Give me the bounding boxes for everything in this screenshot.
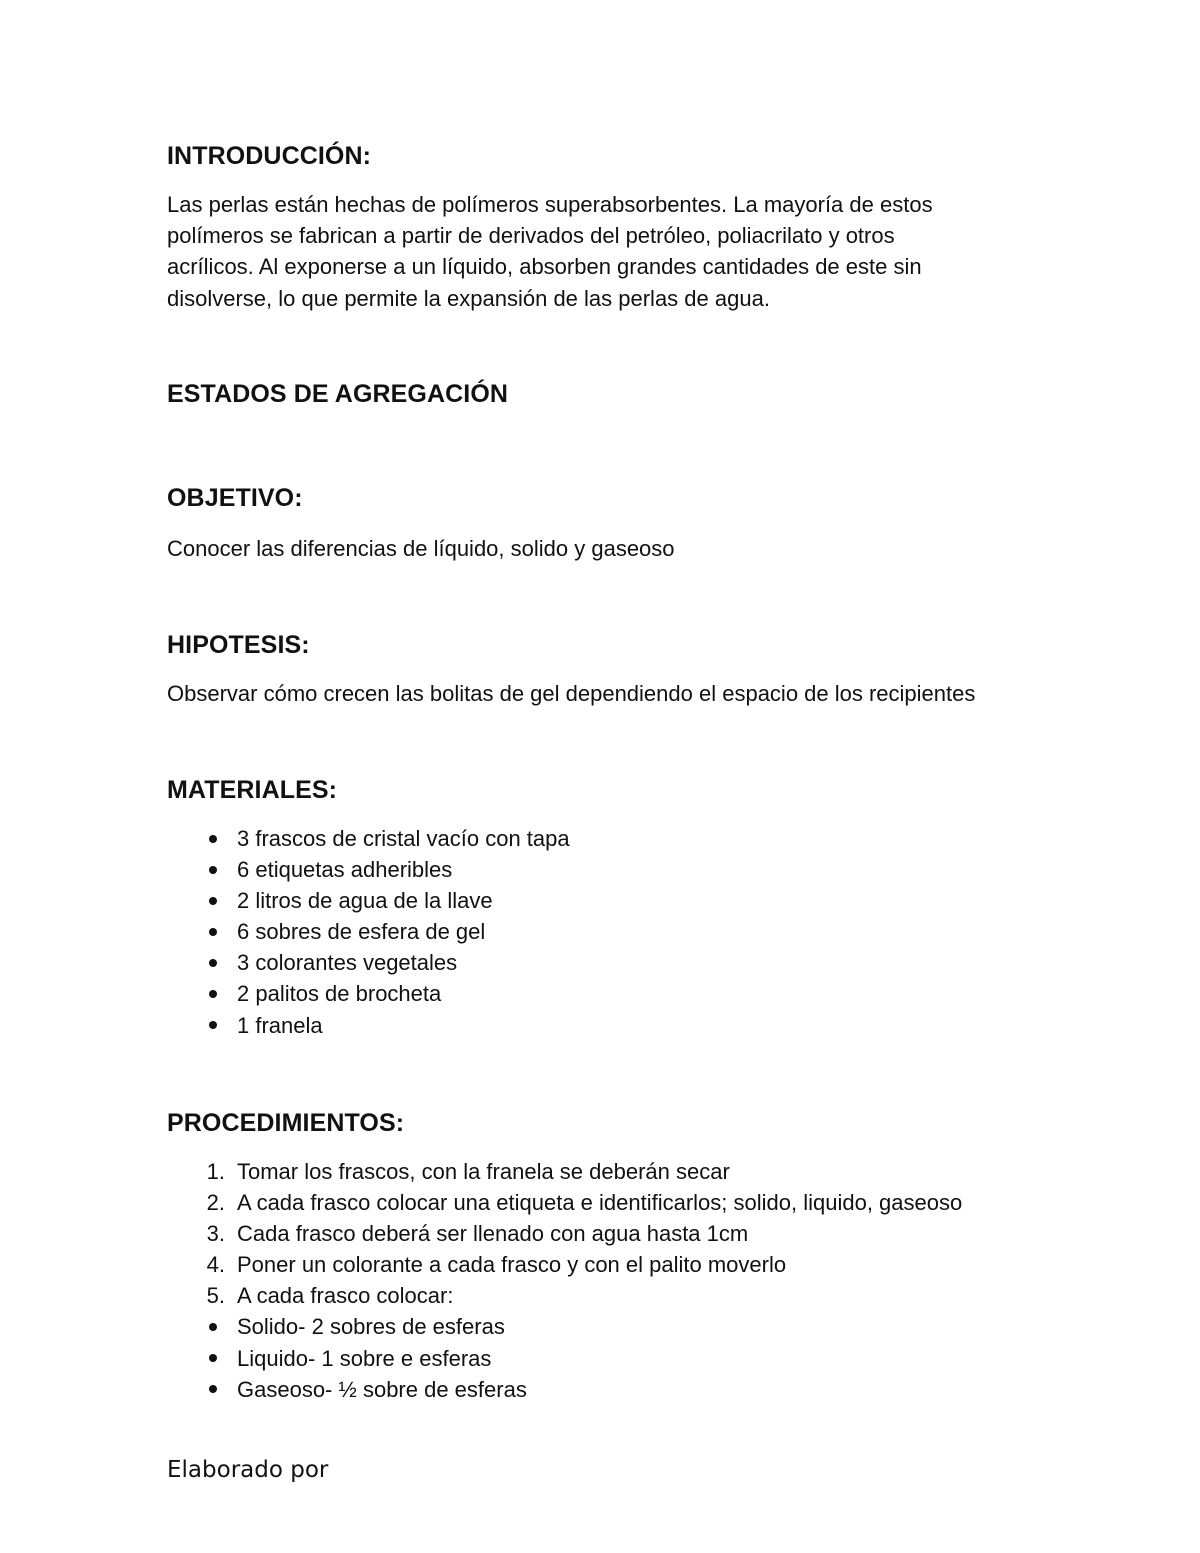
- list-item: [167, 823, 570, 854]
- list-item-text: Poner un colorante a cada frasco y con el palito moverlo: [237, 1252, 787, 1278]
- list-item-text: A cada frasco colocar:: [237, 1283, 454, 1309]
- bullet-icon: [197, 916, 229, 947]
- intro-heading: INTRODUCCIÓN:: [167, 142, 372, 170]
- list-item-text: 2 litros de agua de la llave: [237, 888, 493, 914]
- list-item: [167, 978, 570, 1009]
- list-item-text: Solido- 2 sobres de esferas: [237, 1314, 505, 1340]
- bullet-icon: [197, 1374, 229, 1405]
- list-item: [167, 916, 570, 947]
- step-number: 1.: [206, 1159, 225, 1184]
- bullet-icon: [197, 885, 229, 916]
- list-item-text: 1 franela: [237, 1012, 323, 1038]
- step-number: 2.: [206, 1190, 225, 1216]
- bullet-icon: [197, 947, 229, 978]
- hipotesis-text: [167, 678, 1027, 709]
- list-item-text: A cada frasco colocar una etiqueta e identificarlos; solido, liquido, gaseoso: [237, 1190, 963, 1216]
- list-item-text: 2 palitos de brocheta: [237, 981, 442, 1007]
- list-item-text: Gaseoso- ½ sobre de esferas: [237, 1376, 527, 1402]
- list-item-text: Liquido- 1 sobre e esferas: [237, 1345, 492, 1371]
- hipotesis-line: Observar cómo crecen las bolitas de gel dependiendo el espacio de los recipientes: [167, 681, 976, 706]
- objetivo-heading: OBJETIVO:: [167, 484, 303, 512]
- bullet-icon: [197, 1311, 229, 1342]
- objetivo-text: [167, 533, 1027, 564]
- list-item: [167, 1156, 962, 1187]
- list-item: [167, 1280, 962, 1311]
- list-item: [167, 1311, 962, 1342]
- step-number: 3.: [206, 1221, 225, 1247]
- procedimientos-list: [167, 1156, 962, 1405]
- bullet-icon: [197, 854, 229, 885]
- objetivo-line: Conocer las diferencias de líquido, solido y gaseoso: [167, 536, 675, 561]
- elaborado-por-text: Elaborado por: [167, 1457, 329, 1483]
- list-item-text: Cada frasco deberá ser llenado con agua hasta 1cm: [237, 1221, 749, 1247]
- bullet-icon: [197, 1343, 229, 1374]
- list-item: [167, 1343, 962, 1374]
- list-item: [167, 854, 570, 885]
- bullet-icon: [197, 823, 229, 854]
- intro-line: polímeros se fabrican a partir de derivados del petróleo, poliacrilato y otros: [167, 223, 895, 249]
- list-item-text: 3 colorantes vegetales: [237, 950, 458, 976]
- list-item: [167, 947, 570, 978]
- step-number: 4.: [206, 1252, 225, 1278]
- hipotesis-heading: HIPOTESIS:: [167, 631, 310, 659]
- list-item-text: 6 etiquetas adheribles: [237, 857, 453, 883]
- materiales-heading: MATERIALES:: [167, 776, 338, 804]
- list-item: [167, 885, 570, 916]
- intro-line: Las perlas están hechas de polímeros superabsorbentes. La mayoría de estos: [167, 192, 933, 217]
- list-item-text: Tomar los frascos, con la franela se deberán secar: [237, 1159, 730, 1184]
- bullet-icon: [197, 1010, 229, 1041]
- list-item: [167, 1187, 962, 1218]
- list-item: [167, 1010, 570, 1041]
- intro-paragraph: [167, 189, 1027, 314]
- step-number: 5.: [206, 1283, 225, 1309]
- estados-heading: ESTADOS DE AGREGACIÓN: [167, 380, 509, 408]
- list-item-text: 6 sobres de esfera de gel: [237, 919, 486, 945]
- intro-line: disolverse, lo que permite la expansión de las perlas de agua.: [167, 285, 770, 311]
- list-item: [167, 1374, 962, 1405]
- bullet-icon: [197, 978, 229, 1009]
- intro-line: acrílicos. Al exponerse a un líquido, absorben grandes cantidades de este sin: [167, 254, 922, 280]
- list-item: [167, 1249, 962, 1280]
- list-item-text: 3 frascos de cristal vacío con tapa: [237, 826, 570, 851]
- procedimientos-heading: PROCEDIMIENTOS:: [167, 1109, 405, 1137]
- materiales-list: [167, 823, 570, 1041]
- list-item: [167, 1218, 962, 1249]
